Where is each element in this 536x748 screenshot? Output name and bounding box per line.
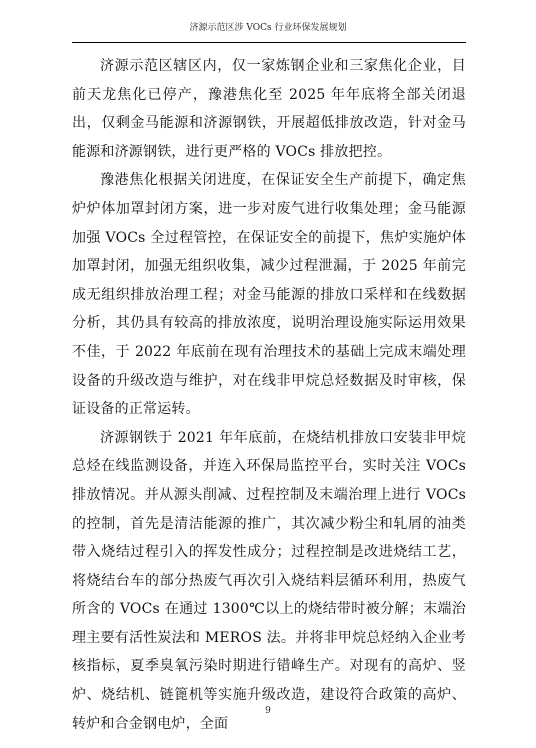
page-number: 9 (265, 706, 271, 716)
body-text (72, 52, 466, 738)
header-divider (72, 42, 466, 43)
paragraph: 豫港焦化根据关闭进度，在保证安全生产前提下，确定焦炉炉体加罩封闭方案，进一步对废气进行收集处理；金马能源加强 VOCs 全过程管控，在保证安全的前提下，焦炉实施炉体加罩封闭，加强无组织收集，减少过程泄漏，于 2025 年前完成无组织排放治理工程；对金马能源的排放口采样和在线数据分析，其仍具有较高的排放浓度，说明治理设施实际运用效果不佳，于 2022 年底前在现有治理技术的基础上完成末端处理设备的升级改造与维护，对在线非甲烷总烃数据及时审核，保证设备的正常运转。 (72, 172, 466, 418)
running-header: 济源示范区涉 VOCs 行业环保发展规划 (189, 23, 347, 33)
paragraph: 济源示范区辖区内，仅一家炼钢企业和三家焦化企业，目前天龙焦化已停产，豫港焦化至 2025 年年底将全部关闭退出，仅剩金马能源和济源钢铁，开展超低排放改造，针对金马能源和济源钢铁，进行更严格的 VOCs 排放把控。 (72, 58, 466, 160)
paragraph: 济源钢铁于 2021 年年底前，在烧结机排放口安装非甲烷总烃在线监测设备，并连入环保局监控平台，实时关注 VOCs 排放情况。并从源头削减、过程控制及末端治理上进行 VOCs 的控制，首先是清洁能源的推广，其次减少粉尘和轧屑的油类带入烧结过程引入的挥发性成分；过程控制是改进烧结工艺，将烧结台车的部分热废气再次引入烧结料层循环利用，热废气所含的 VOCs 在通过 1300℃以上的烧结带时被分解；末端治理主要有活性炭法和 MEROS 法。并将非甲烷总烃纳入企业考核指标，夏季臭氧污染时期进行错峰生产。对现有的高炉、竖炉、烧结机、链篦机等实施升级改造，建设符合政策的高炉、转炉和合金钢电炉，全面 (72, 429, 466, 732)
